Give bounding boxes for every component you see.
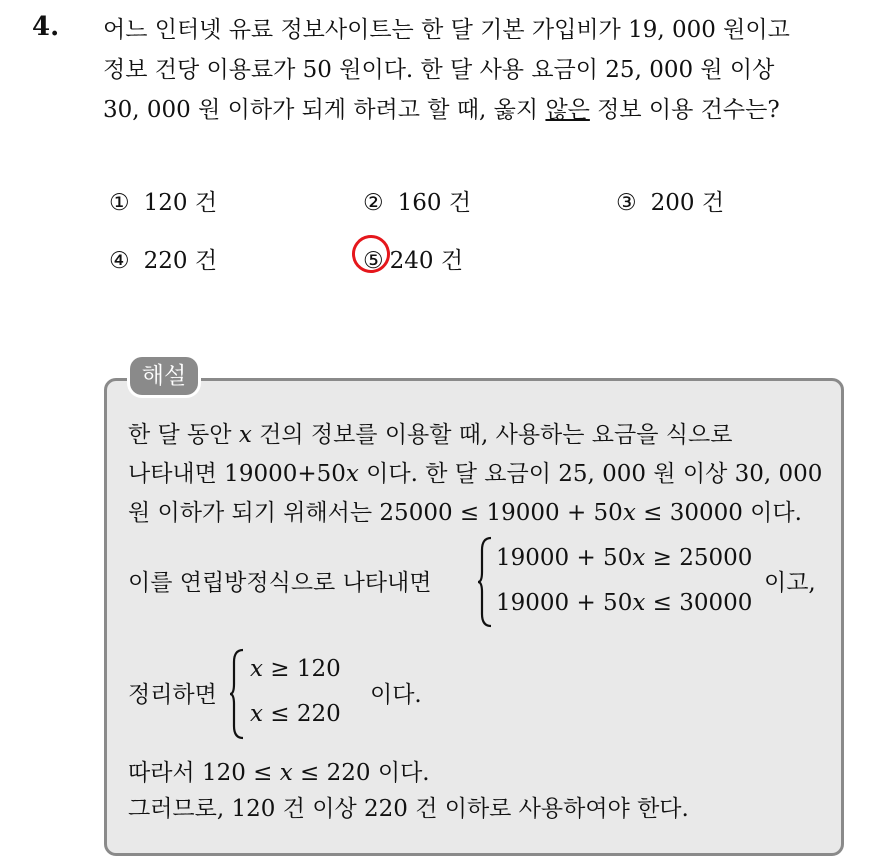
simplified-inequality-1: x ≥ 120 <box>250 656 341 682</box>
system-inequality-1: 19000 + 50x ≥ 25000 <box>496 545 753 571</box>
underlined-word: 않은 <box>545 97 590 123</box>
choice-2-mark: ② <box>363 190 384 216</box>
choice-1[interactable] <box>109 184 217 217</box>
choice-5-value: 240 건 <box>389 248 464 274</box>
question-line-2: 정보 건당 이용료가 50 원이다. 한 달 사용 요금이 25, 000 원 이상 <box>103 57 775 83</box>
explanation-conclusion: 그러므로, 120 건 이상 220 건 이하로 사용하여야 한다. <box>128 796 689 822</box>
explanation-line-2: 나타내면 19000+50x 이다. 한 달 요금이 25, 000 원 이상 30, 000 <box>128 461 823 487</box>
explanation-line-3: 원 이하가 되기 위해서는 25000 ≤ 19000 + 50x ≤ 30000 이다. <box>128 500 802 526</box>
system-intro: 이를 연립방정식으로 나타내면 <box>128 570 432 596</box>
choice-3-value: 200 건 <box>650 190 725 216</box>
question-text <box>103 10 863 130</box>
explanation-therefore: 따라서 120 ≤ x ≤ 220 이다. <box>128 760 430 786</box>
choice-2[interactable] <box>363 184 471 217</box>
explanation-line-1: 한 달 동안 x 건의 정보를 이용할 때, 사용하는 요금을 식으로 <box>128 422 733 448</box>
simplified-inequality-2: x ≤ 220 <box>250 701 341 727</box>
simplify-outro: 이다. <box>370 682 422 708</box>
question-line-1: 어느 인터넷 유료 정보사이트는 한 달 기본 가입비가 19, 000 원이고 <box>103 17 790 43</box>
choice-4-mark: ④ <box>109 248 130 274</box>
choice-2-value: 160 건 <box>397 190 472 216</box>
system-outro: 이고, <box>764 570 816 596</box>
choice-3-mark: ③ <box>616 190 637 216</box>
question-line-3: 30, 000 원 이하가 되게 하려고 할 때, 옳지 않은 정보 이용 건수는? <box>103 97 780 123</box>
system-inequality-2: 19000 + 50x ≤ 30000 <box>496 590 753 616</box>
choice-4-value: 220 건 <box>143 248 218 274</box>
simplify-intro: 정리하면 <box>128 682 217 708</box>
choice-4[interactable] <box>109 242 217 275</box>
system-brace-icon <box>476 536 494 628</box>
choice-1-mark: ① <box>109 190 130 216</box>
choice-5-mark: ⑤ <box>363 248 384 274</box>
simplified-brace-icon <box>228 648 246 740</box>
question-number: 4. <box>32 12 60 42</box>
choice-3[interactable] <box>616 184 724 217</box>
explanation-label: 해설 <box>130 357 198 395</box>
choice-1-value: 120 건 <box>143 190 218 216</box>
